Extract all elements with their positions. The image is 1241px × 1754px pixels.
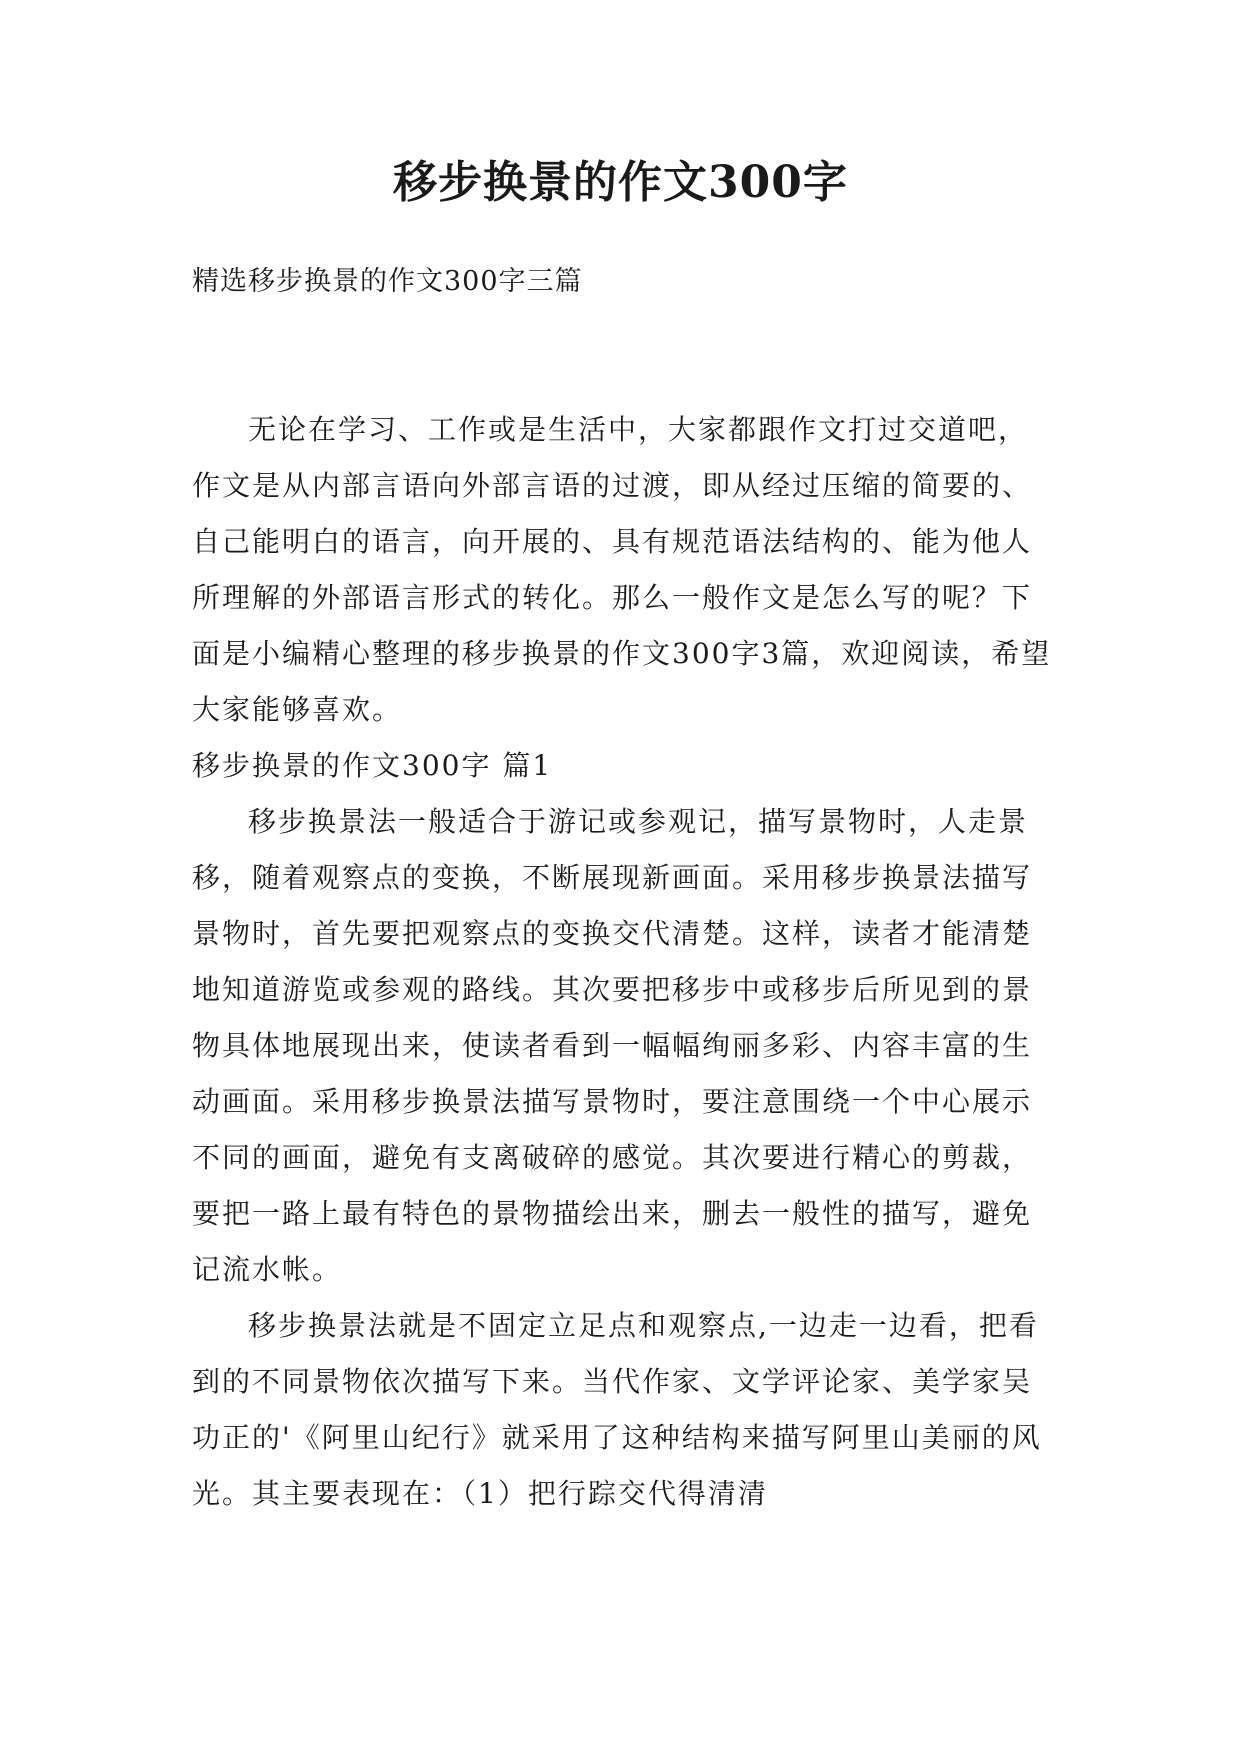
intro-paragraph: 无论在学习、工作或是生活中，大家都跟作文打过交道吧，作文是从内部言语向外部言语的过渡，即从经过压缩的简要的、自己能明白的语言，向开展的、具有规范语法结构的、能为他人所理解的外部语言形式的转化。那么一般作文是怎么写的呢？下面是小编精心整理的移步换景的作文300字3篇，欢迎阅读，希望大家能够喜欢。 [192,413,1052,726]
document-subtitle: 精选移步换景的作文300字三篇 [192,266,583,297]
body-paragraph-1: 移步换景法一般适合于游记或参观记，描写景物时，人走景移，随着观察点的变换，不断展现新画面。采用移步换景法描写景物时，首先要把观察点的变换交代清楚。这样，读者才能清楚地知道游览或参观的路线。其次要把移步中或移步后所见到的景物具体地展现出来，使读者看到一幅幅绚丽多彩、内容丰富的生动画面。采用移步换景法描写景物时，要注意围绕一个中心展示不同的画面，避免有支离破碎的感觉。其次要进行精心的剪裁，要把一路上最有特色的景物描绘出来，删去一般性的描写，避免记流水帐。 [192,805,1033,1286]
body-paragraph-2: 移步换景法就是不固定立足点和观察点,一边走一边看，把看到的不同景物依次描写下来。当代作家、文学评论家、美学家吴功正的'《阿里山纪行》就采用了这种结构来描写阿里山美丽的风光。其主要表现在：（1）把行踪交代得清清 [192,1309,1042,1510]
section-heading: 移步换景的作文300字 篇1 [192,749,553,782]
document-body [192,402,1052,1522]
document-title: 移步换景的作文300字 [393,157,848,208]
